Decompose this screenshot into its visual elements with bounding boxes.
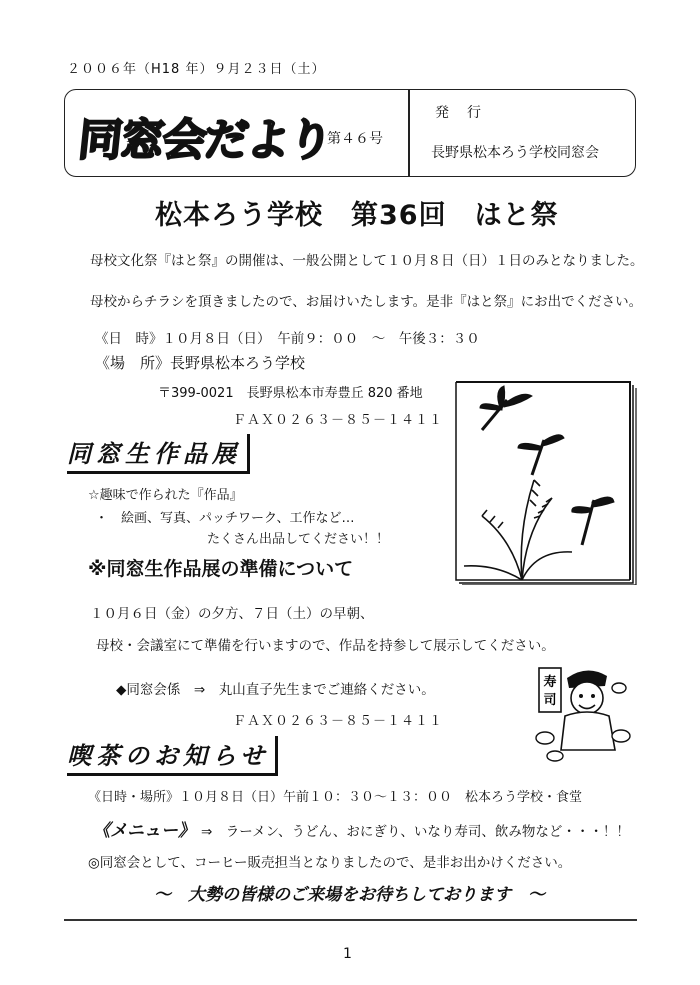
newsletter-title: 同窓会だより — [75, 115, 334, 166]
exhibition-line-2: ・ 絵画、写真、パッチワーク、工作など… — [95, 511, 355, 526]
exhibition-line-1: ☆趣味で作られた『作品』 — [88, 488, 243, 503]
event-intro-1: 母校文化祭『はと祭』の開催は、一般公開として１０月８日（日）１日のみとなりました。 — [90, 253, 644, 269]
dragonfly-3 — [572, 497, 614, 545]
sushi-sign-char-2: 司 — [543, 693, 557, 708]
sushi-piece — [536, 732, 554, 744]
publish-label: 発行 — [435, 105, 499, 121]
issue-date: ２００６年（H18 年）９月２３日（土） — [67, 62, 326, 77]
footer-rule — [64, 919, 637, 921]
event-fax: ＦＡＸ０２６３－８５－１４１１ — [233, 413, 444, 428]
dragonfly-1 — [480, 386, 532, 430]
sushi-sign-char-1: 寿 — [543, 675, 557, 690]
sushi-piece — [612, 683, 626, 693]
prep-heading: ※同窓生作品展の準備について — [88, 558, 354, 580]
prep-line-1: １０月６日（金）の夕方、７日（土）の早朝、 — [90, 606, 374, 622]
event-intro-2: 母校からチラシを頂きましたので、お届けいたします。是非『はと祭』にお出でください。 — [90, 294, 643, 310]
chef-body — [561, 712, 615, 750]
page-number: 1 — [343, 946, 352, 962]
cafe-menu-items: ⇒ ラーメン、うどん、おにぎり、いなり寿司、飲み物など・・・！！ — [201, 824, 630, 840]
pampas-grass — [464, 480, 572, 580]
event-datetime: 《日 時》１０月８日（日） 午前９：００ ～ 午後３：３０ — [95, 331, 480, 347]
cafe-note: ◎同窓会として、コーヒー販売担当となりましたので、是非お出かけください。 — [88, 855, 572, 871]
sushi-piece — [547, 751, 563, 761]
sushi-chef-illustration — [525, 660, 635, 765]
exhibition-heading: 同窓生作品展 — [67, 434, 250, 474]
cafe-heading: 喫茶のお知らせ — [67, 736, 278, 776]
cafe-closing: ～ 大勢の皆様のご来場をお待ちしております ～ — [154, 885, 545, 905]
dragonfly-illustration — [452, 380, 637, 585]
dragonfly-2 — [518, 435, 564, 475]
issue-number: 第４６号 — [327, 131, 383, 147]
exhibition-line-3: たくさん出品してください！！ — [207, 532, 390, 547]
masthead-divider — [408, 90, 410, 176]
cafe-datetime: 《日時・場所》１０月８日（日）午前１０：３０～１３：００ 松本ろう学校・食堂 — [88, 790, 583, 805]
prep-fax: ＦＡＸ０２６３－８５－１４１１ — [233, 714, 444, 729]
event-address: 〒399-0021 長野県松本市寿豊丘 820 番地 — [158, 386, 423, 401]
event-place: 《場 所》長野県松本ろう学校 — [95, 354, 306, 372]
publisher-name: 長野県松本ろう学校同窓会 — [431, 145, 599, 161]
event-title: 松本ろう学校 第36回 はと祭 — [155, 200, 559, 231]
prep-contact: ◆同窓会係 ⇒ 丸山直子先生までご連絡ください。 — [116, 682, 435, 698]
sushi-piece — [612, 730, 630, 742]
cafe-menu-label: 《メニュー》 — [93, 821, 195, 841]
prep-line-2: 母校・会議室にて準備を行いますので、作品を持参して展示してください。 — [96, 638, 555, 654]
picture-frame — [456, 382, 636, 585]
masthead-box — [64, 89, 636, 177]
